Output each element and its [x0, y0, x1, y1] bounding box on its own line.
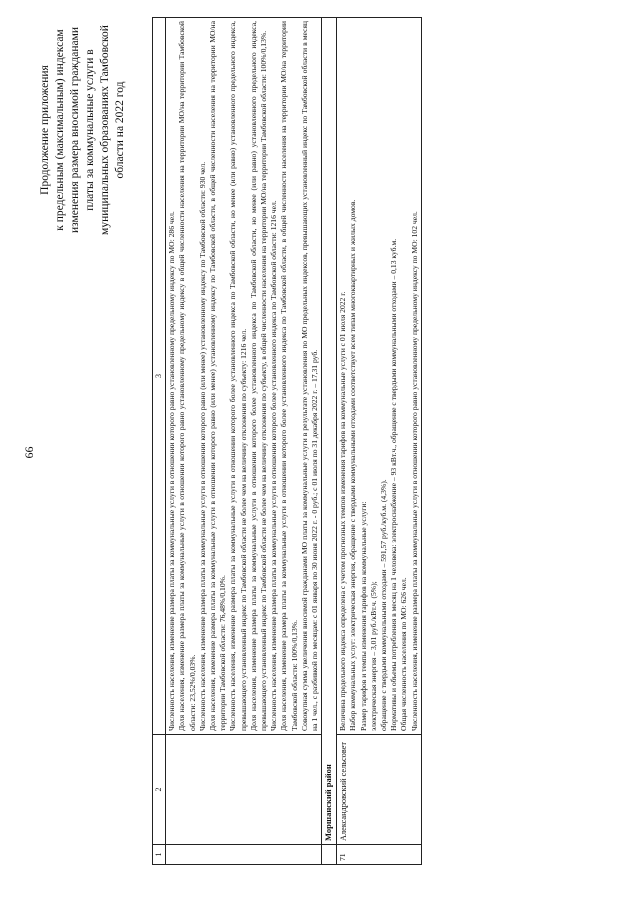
description-paragraph: Численность населения, изменение размера платы за коммунальные услуги в отношении которого равно установленному предельному индексу по МО: 102 чел. [409, 211, 419, 731]
header-note-line: к предельным (максимальным) индексам [54, 29, 66, 231]
description-paragraph: Доля населения, изменение размера платы за коммунальные услуги в отношении которого равно установленному предельному индексу в общей численности населения на территории МО/на территории Тамбовской области: 23,52%/0,03%. [177, 21, 197, 731]
indices-table [152, 17, 422, 865]
description-paragraph: Доля населения, изменение размера платы за коммунальные услуги в отношении которого более установленного индекса по Тамбовской области, но менее (или равно) установленного предельного индекса, превышающего установленный индекс по Тамбовской области не более чем на величину отклонения по субъекту, в общей численности населения на территории МО/на территории Тамбовской области: 100%/0,13%. [248, 21, 269, 731]
row-number: 71 [337, 845, 422, 865]
description-paragraph: Численность населения, изменение размера платы за коммунальные услуги в отношении которого равно (или менее) установленному индексу по Тамбовской области: 930 чел. [197, 161, 207, 731]
description-paragraph: Величина предельного индекса определена с учетом прогнозных темпов изменения тарифов на коммунальные услуги с 01 июля 2022 г. [338, 291, 348, 731]
column-number: 1 [153, 845, 166, 865]
description-paragraph: электрическая энергия – 3,01 руб./кВт.ч. (5%); [368, 581, 378, 731]
description-paragraph: Нормативы и объемы потребления в месяц на 1 человека: электроснабжение – 93 кВт.ч., обращение с твердыми коммунальными отходами – 0,13 куб.м. [389, 238, 399, 731]
column-number: 3 [153, 18, 166, 735]
table-row [337, 18, 422, 865]
row-number-cell [166, 845, 322, 865]
municipality-name: Александровский сельсовет [337, 735, 422, 845]
table-row-continued [166, 18, 322, 865]
appendix-header-note [38, 10, 128, 250]
row-description-cell [166, 18, 322, 735]
row-name-cell [166, 735, 322, 845]
description-paragraph: Совокупная сумма увеличения вносимой гражданами МО платы за коммунальные услуги в результате установления по МО предельных индексов, превышающих установленный индекс по Тамбовской области в месяц на 1 чел., с разбивкой по месяцам: с 01 января по 30 июня 2022 г. - 0 руб.; с 01 июля по 31 декабря 2022 г. – 17,31 руб. [299, 21, 320, 731]
description-paragraph: Численность населения, изменение размера платы за коммунальные услуги в отношении которого более установленного индекса по Тамбовской области, но менее (или равно) установленного предельного индекса, превышающего установленный индекс по Тамбовской области не более чем на величину отклонения по субъекту: 1216 чел. [228, 21, 248, 731]
description-paragraph: обращение с твердыми коммунальными отходами – 591,57 руб./куб.м. (4,3%). [379, 479, 389, 731]
description-paragraph: Численность населения, изменение размера платы за коммунальные услуги в отношении которого равно установленному предельному индексу по МО: 286 чел. [167, 211, 177, 731]
district-number-cell [322, 845, 337, 865]
column-number: 2 [153, 735, 166, 845]
header-note-line: изменения размера вносимой гражданами [69, 26, 81, 234]
column-number-row [153, 18, 166, 865]
description-paragraph: Доля населения, изменение размера платы за коммунальные услуги в отношении которого равно (или менее) установленному индексу по Тамбовской области, в общей численности населения на территории МО/на территории Тамбовской области: 76,48%/0,10%. [208, 21, 228, 731]
description-paragraph: Размер тарифов и темпы изменения тарифов на коммунальные услуги: [358, 501, 368, 731]
district-row [322, 18, 337, 865]
description-paragraph: Численность населения, изменение размера платы за коммунальные услуги в отношении которого более установленного индекса по Тамбовской области: 1216 чел. [269, 200, 279, 731]
description-paragraph: Доля населения, изменение размера платы за коммунальные услуги в отношении которого более установленного индекса по Тамбовской области, в общей численности населения на территории МО/на территории Тамбовской области: 100%/0,13%. [279, 21, 299, 731]
row-description-cell [337, 18, 422, 735]
header-note-line: области на 2022 год [114, 81, 126, 179]
header-note-line: Продолжение приложения [39, 65, 51, 195]
district-label: Моршанский район [322, 18, 337, 845]
page-number: 66 [22, 446, 36, 459]
header-note-line: муниципальных образованиях Тамбовской [99, 25, 111, 235]
description-paragraph: Общая численность населения по МО: 626 чел. [399, 577, 409, 731]
description-paragraph: Набор коммунальных услуг: электрическая энергия, обращение с твердыми коммунальными отходами соответствует всем типам многоквартирных и жилых домов. [348, 199, 358, 731]
header-note-line: платы за коммунальные услуги в [84, 49, 96, 211]
